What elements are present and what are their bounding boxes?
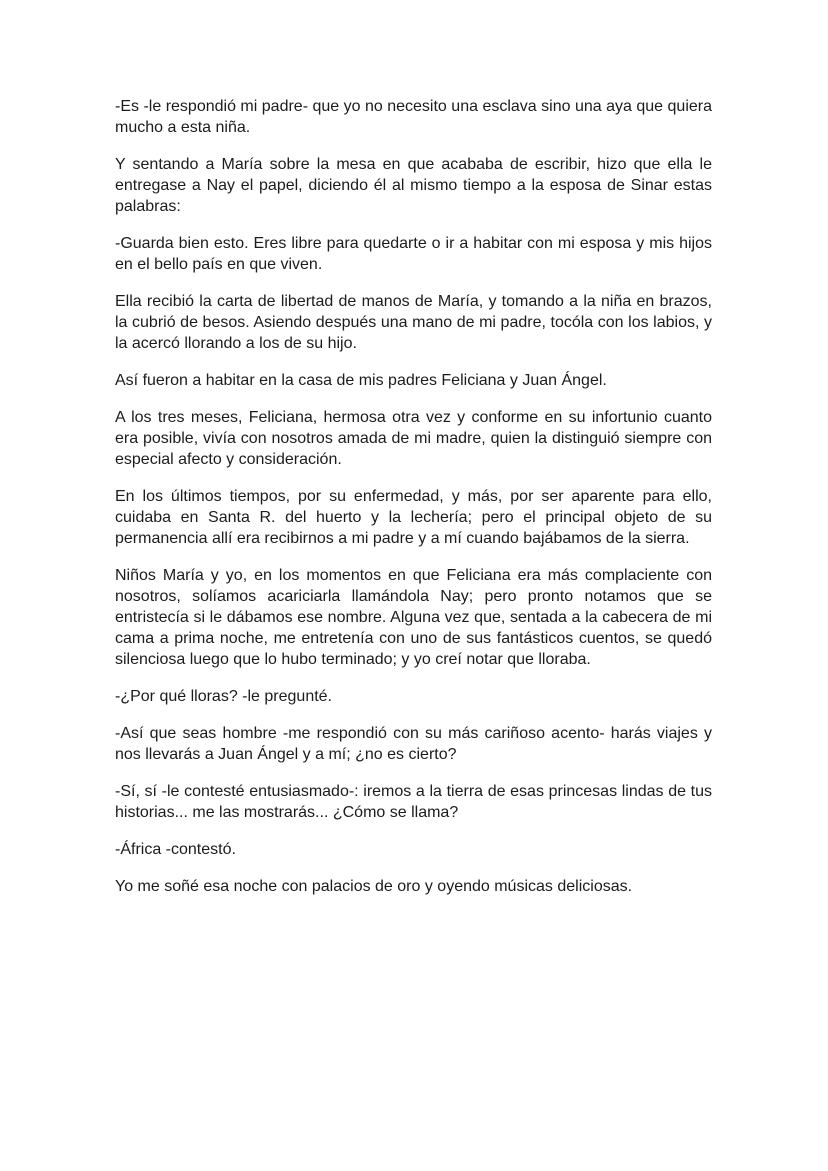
paragraph: En los últimos tiempos, por su enfermedad, y más, por ser aparente para ello, cuidaba en Santa R. del huerto y la lechería; pero el principal objeto de su permanencia allí era recibirnos a mi padre y a mí cuando bajábamos de la sierra. bbox=[115, 488, 712, 547]
paragraph: Ella recibió la carta de libertad de manos de María, y tomando a la niña en brazos, la cubrió de besos. Asiendo después una mano de mi padre, tocóla con los labios, y la acercó llorando a los de su hijo. bbox=[115, 293, 712, 352]
paragraph: A los tres meses, Feliciana, hermosa otra vez y conforme en su infortunio cuanto era posible, vivía con nosotros amada de mi madre, quien la distinguió siempre con especial afecto y consideración. bbox=[115, 409, 712, 468]
text-block bbox=[115, 96, 712, 897]
paragraph: -Sí, sí -le contesté entusiasmado-: iremos a la tierra de esas princesas lindas de tus historias... me las mostrarás... ¿Cómo se llama? bbox=[115, 783, 712, 821]
paragraph: -¿Por qué lloras? -le pregunté. bbox=[115, 688, 332, 705]
paragraph: -África -contestó. bbox=[115, 841, 236, 858]
paragraph: Yo me soñé esa noche con palacios de oro y oyendo músicas deliciosas. bbox=[115, 878, 633, 895]
paragraph: -Guarda bien esto. Eres libre para quedarte o ir a habitar con mi esposa y mis hijos en el bello país en que viven. bbox=[115, 235, 712, 273]
paragraph: Y sentando a María sobre la mesa en que acababa de escribir, hizo que ella le entregase a Nay el papel, diciendo él al mismo tiempo a la esposa de Sinar estas palabras: bbox=[115, 156, 712, 215]
paragraph: Así fueron a habitar en la casa de mis padres Feliciana y Juan Ángel. bbox=[115, 372, 607, 389]
paragraph: -Así que seas hombre -me respondió con su más cariñoso acento- harás viajes y nos llevarás a Juan Ángel y a mí; ¿no es cierto? bbox=[115, 725, 712, 763]
paragraph: -Es -le respondió mi padre- que yo no necesito una esclava sino una aya que quiera mucho a esta niña. bbox=[115, 98, 712, 136]
paragraph: Niños María y yo, en los momentos en que Feliciana era más complaciente con nosotros, solíamos acariciarla llamándola Nay; pero pronto notamos que se entristecía si le dábamos ese nombre. Alguna vez que, sentada a la cabecera de mi cama a prima noche, me entretenía con uno de sus fantásticos cuentos, se quedó silenciosa luego que lo hubo terminado; y yo creí notar que lloraba. bbox=[115, 567, 712, 668]
